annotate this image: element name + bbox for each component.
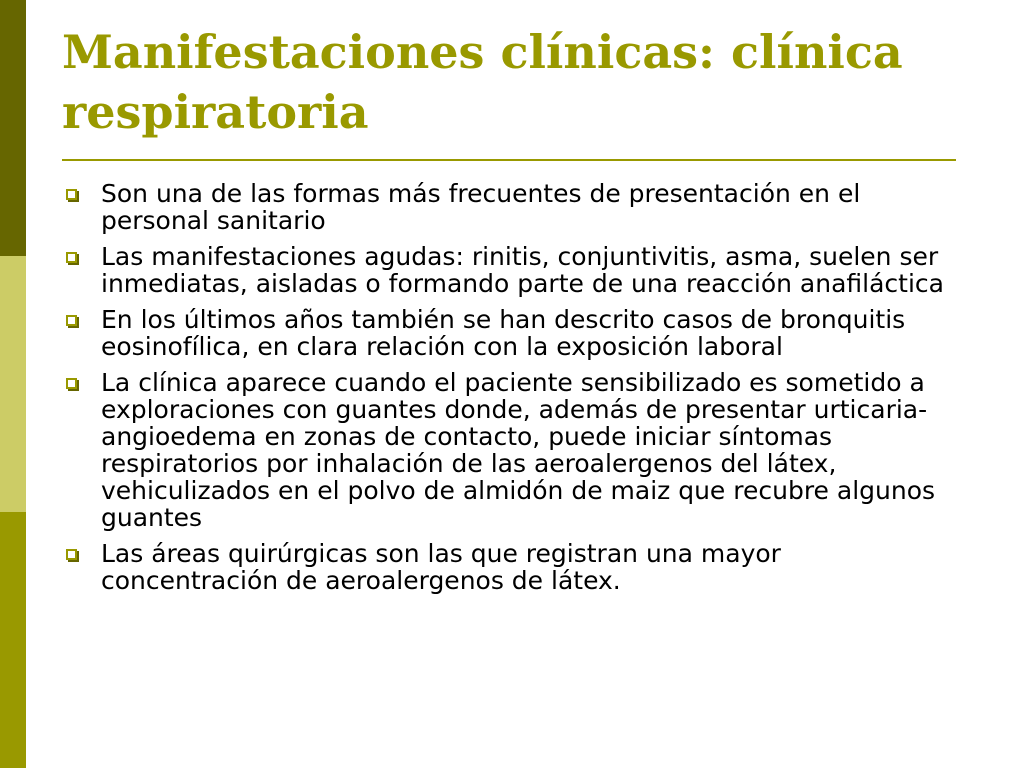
slide-title: Manifestaciones clínicas: clínica respiratoria <box>62 25 903 139</box>
bullet-text: Las áreas quirúrgicas son las que registran una mayor concentración de aeroalergenos de látex. <box>101 539 781 595</box>
square-bullet-icon <box>66 252 77 263</box>
square-bullet-icon <box>66 315 77 326</box>
bullet-item <box>64 243 944 297</box>
bullet-item <box>64 306 944 360</box>
side-bar-middle <box>0 256 26 512</box>
square-bullet-icon <box>66 378 77 389</box>
bullet-list <box>64 180 944 603</box>
bullet-item <box>64 369 944 531</box>
bullet-text: Las manifestaciones agudas: rinitis, conjuntivitis, asma, suelen ser inmediatas, aisladas o formando parte de una reacción anafiláctica <box>101 242 944 298</box>
bullet-text: La clínica aparece cuando el paciente sensibilizado es sometido a exploraciones con guantes donde, además de presentar urticaria-angioedema en zonas de contacto, puede iniciar síntomas respiratorios por inhalación de las aeroalergenos del látex, vehiculizados en el polvo de almidón de maiz que recubre algunos guantes <box>101 368 936 532</box>
side-bar-top <box>0 0 26 256</box>
title-divider <box>62 159 956 161</box>
side-bar-bottom <box>0 512 26 768</box>
bullet-item <box>64 180 944 234</box>
bullet-item <box>64 540 944 594</box>
bullet-text: Son una de las formas más frecuentes de presentación en el personal sanitario <box>101 179 861 235</box>
square-bullet-icon <box>66 189 77 200</box>
square-bullet-icon <box>66 549 77 560</box>
bullet-text: En los últimos años también se han descrito casos de bronquitis eosinofílica, en clara relación con la exposición laboral <box>101 305 906 361</box>
